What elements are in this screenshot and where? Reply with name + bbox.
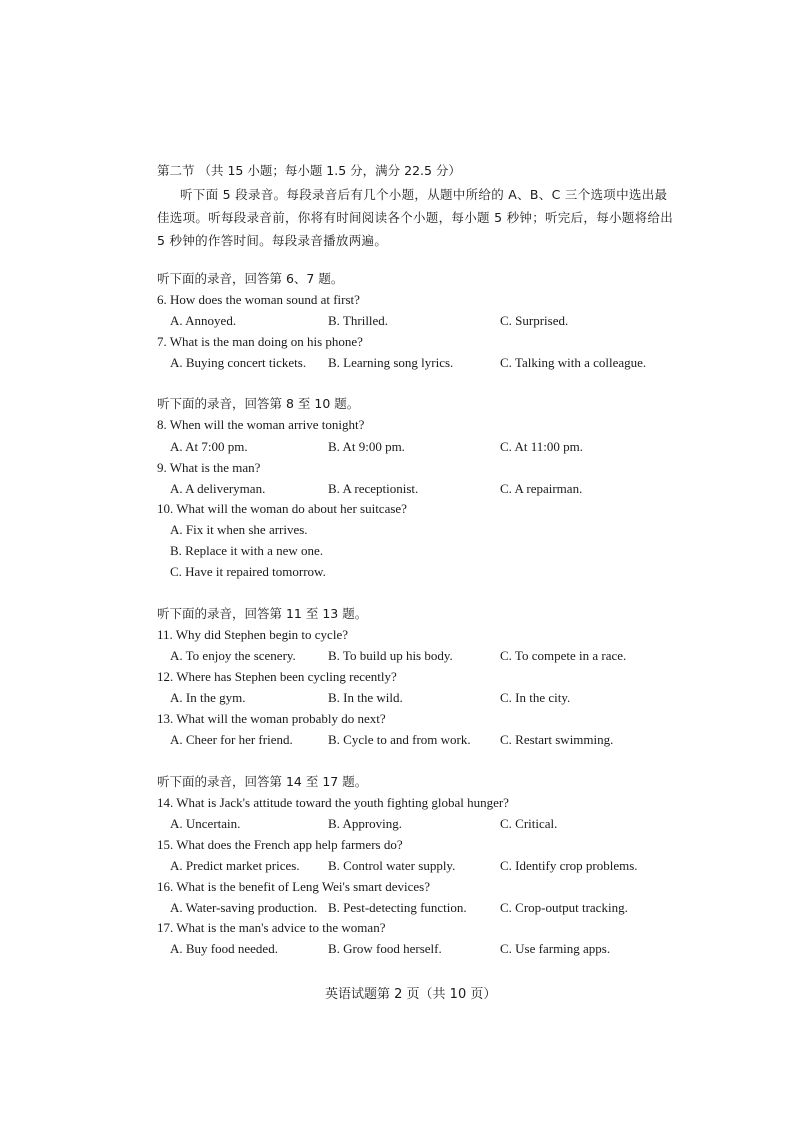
question-14-option-c: C. Critical. — [500, 816, 558, 831]
question-11-option-a: A. To enjoy the scenery. — [170, 648, 296, 663]
question-13-option-c: C. Restart swimming. — [500, 732, 614, 747]
question-15-option-c: C. Identify crop problems. — [500, 858, 638, 873]
question-9-option-b: B. A receptionist. — [328, 481, 419, 496]
question-12-option-a: A. In the gym. — [170, 690, 246, 705]
question-17-option-a: A. Buy food needed. — [170, 941, 278, 956]
question-7-option-a: A. Buying concert tickets. — [170, 355, 307, 370]
question-15-option-b: B. Control water supply. — [328, 858, 456, 873]
question-9-option-c: C. A repairman. — [500, 481, 583, 496]
question-10-option-c: C. Have it repaired tomorrow. — [170, 564, 326, 579]
question-8-option-a: A. At 7:00 pm. — [170, 439, 248, 454]
section-intro-line-2: 佳选项。听每段录音前，你将有时间阅读各个小题，每小题 5 秒钟；听完后，每小题将给出 — [157, 210, 674, 225]
question-16-option-c: C. Crop-output tracking. — [500, 900, 628, 915]
question-9-stem: 9. What is the man? — [157, 460, 261, 475]
question-14-option-a: A. Uncertain. — [170, 816, 241, 831]
question-10-option-a: A. Fix it when she arrives. — [170, 522, 308, 537]
question-9-option-a: A. A deliveryman. — [170, 481, 266, 496]
group-instruction-8-10: 听下面的录音，回答第 8 至 10 题。 — [157, 396, 360, 411]
question-11-option-b: B. To build up his body. — [328, 648, 453, 663]
question-8-option-c: C. At 11:00 pm. — [500, 439, 583, 454]
question-7-stem: 7. What is the man doing on his phone? — [157, 334, 363, 349]
question-10-stem: 10. What will the woman do about her suitcase? — [157, 501, 407, 516]
group-instruction-6-7: 听下面的录音，回答第 6、7 题。 — [157, 271, 344, 286]
question-6-stem: 6. How does the woman sound at first? — [157, 292, 360, 307]
question-7-option-b: B. Learning song lyrics. — [328, 355, 454, 370]
group-instruction-11-13: 听下面的录音，回答第 11 至 13 题。 — [157, 606, 368, 621]
question-16-option-a: A. Water-saving production. — [170, 900, 318, 915]
question-8-stem: 8. When will the woman arrive tonight? — [157, 417, 365, 432]
question-16-option-b: B. Pest-detecting function. — [328, 900, 467, 915]
question-16-stem: 16. What is the benefit of Leng Wei's smart devices? — [157, 879, 431, 894]
question-11-option-c: C. To compete in a race. — [500, 648, 627, 663]
question-15-stem: 15. What does the French app help farmers do? — [157, 837, 403, 852]
question-17-stem: 17. What is the man's advice to the woman? — [157, 920, 386, 935]
group-instruction-14-17: 听下面的录音，回答第 14 至 17 题。 — [157, 774, 368, 789]
question-15-option-a: A. Predict market prices. — [170, 858, 300, 873]
question-14-option-b: B. Approving. — [328, 816, 403, 831]
question-12-option-c: C. In the city. — [500, 690, 571, 705]
section-intro-line-1: 听下面 5 段录音。每段录音后有几个小题，从题中所给的 A、B、C 三个选项中选出最 — [180, 187, 668, 202]
question-13-option-b: B. Cycle to and from work. — [328, 732, 471, 747]
question-6-option-a: A. Annoyed. — [170, 313, 237, 328]
question-12-option-b: B. In the wild. — [328, 690, 403, 705]
question-7-option-c: C. Talking with a colleague. — [500, 355, 647, 370]
page-footer: 英语试题第 2 页（共 10 页） — [325, 987, 497, 1002]
question-11-stem: 11. Why did Stephen begin to cycle? — [157, 627, 348, 642]
question-14-stem: 14. What is Jack's attitude toward the youth fighting global hunger? — [157, 795, 509, 810]
question-6-option-b: B. Thrilled. — [328, 313, 389, 328]
question-10-option-b: B. Replace it with a new one. — [170, 543, 324, 558]
question-17-option-c: C. Use farming apps. — [500, 941, 611, 956]
question-6-option-c: C. Surprised. — [500, 313, 569, 328]
question-12-stem: 12. Where has Stephen been cycling recently? — [157, 669, 397, 684]
section-heading: 第二节 （共 15 小题；每小题 1.5 分，满分 22.5 分） — [157, 163, 461, 178]
section-intro-line-3: 5 秒钟的作答时间。每段录音播放两遍。 — [157, 233, 388, 248]
question-17-option-b: B. Grow food herself. — [328, 941, 442, 956]
question-8-option-b: B. At 9:00 pm. — [328, 439, 405, 454]
question-13-stem: 13. What will the woman probably do next? — [157, 711, 386, 726]
question-13-option-a: A. Cheer for her friend. — [170, 732, 293, 747]
